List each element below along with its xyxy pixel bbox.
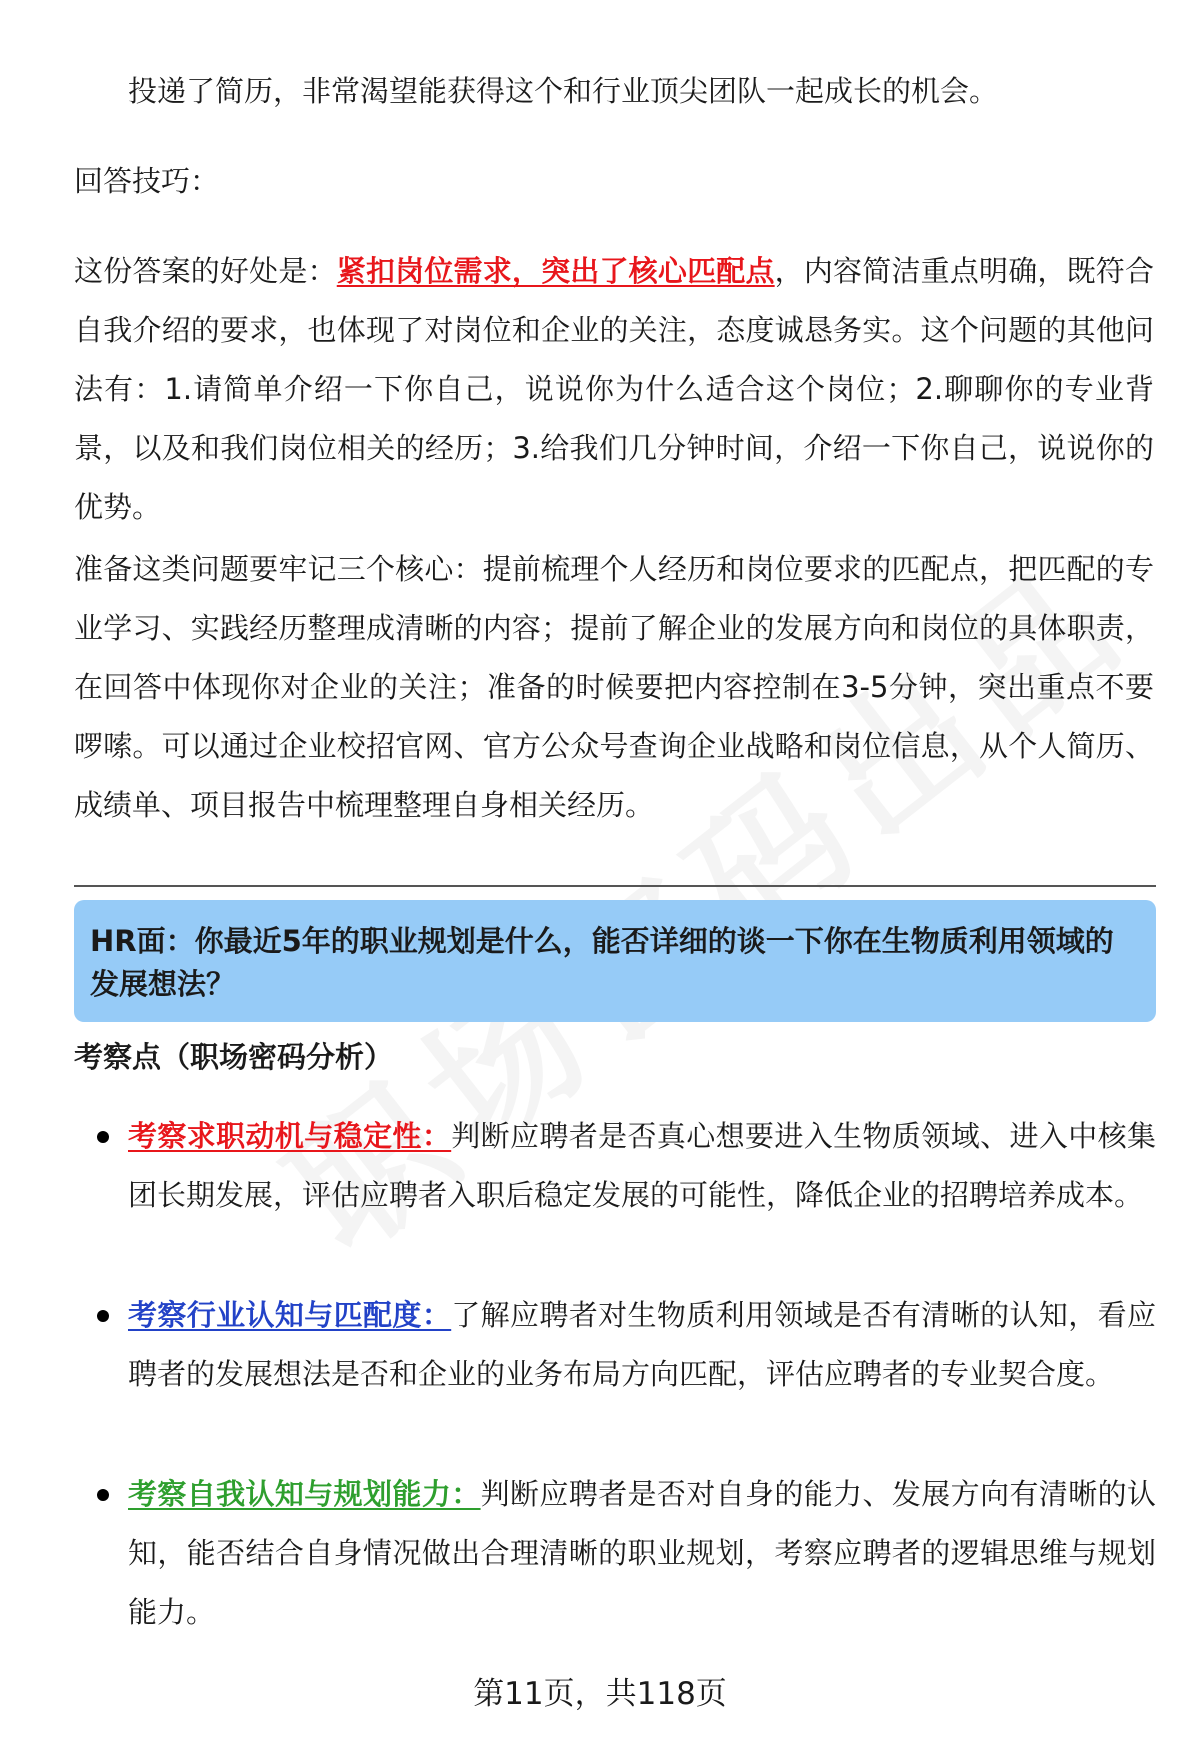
tips-paragraph-1 (74, 242, 1154, 537)
point-text: 判断应聘者是否真心想要进入生物质领域、进入中核集团长期发展，评估应聘者入职后稳定发展的可能性，降低企业的招聘培养成本。 (128, 1119, 1156, 1212)
bullet-dot-icon (97, 1489, 109, 1501)
point-keyword: 考察行业认知与匹配度： (128, 1298, 452, 1332)
bullet-dot-icon (97, 1310, 109, 1322)
tips-para1-rest: ，内容简洁重点明确，既符合自我介绍的要求，也体现了对岗位和企业的关注，态度诚恳务实。这个问题的其他问法有：1.请简单介绍一下你自己，说说你为什么适合这个岗位；2.聊聊你的专业背景，以及和我们岗位相关的经历；3.给我们几分钟时间，介绍一下你自己，说说你的优势。 (74, 254, 1154, 524)
intro-tail-paragraph: 投递了简历，非常渴望能获得这个和行业顶尖团队一起成长的机会。 (128, 74, 999, 108)
tips-para1-prefix: 这份答案的好处是： (74, 254, 337, 288)
list-item (128, 1107, 1156, 1225)
tips-para1-highlight: 紧扣岗位需求，突出了核心匹配点 (336, 254, 775, 288)
point-keyword: 考察自我认知与规划能力： (128, 1477, 481, 1511)
point-text: 了解应聘者对生物质利用领域是否有清晰的认知，看应聘者的发展想法是否和企业的业务布局方向匹配，评估应聘者的专业契合度。 (128, 1298, 1156, 1391)
page-number: 第11页，共118页 (473, 1676, 727, 1712)
question-box (74, 900, 1156, 1022)
question-text: HR面：你最近5年的职业规划是什么，能否详细的谈一下你在生物质利用领域的发展想法？ (90, 924, 1114, 1001)
tips-label: 回答技巧： (74, 164, 220, 198)
point-keyword: 考察求职动机与稳定性： (128, 1119, 452, 1153)
list-item (128, 1286, 1156, 1404)
points-title: 考察点（职场密码分析） (74, 1040, 394, 1074)
bullet-dot-icon (97, 1131, 109, 1143)
tips-paragraph-2: 准备这类问题要牢记三个核心：提前梳理个人经历和岗位要求的匹配点，把匹配的专业学习、实践经历整理成清晰的内容；提前了解企业的发展方向和岗位的具体职责，在回答中体现你对企业的关注；准备的时候要把内容控制在3-5分钟，突出重点不要啰嗦。可以通过企业校招官网、官方公众号查询企业战略和岗位信息，从个人简历、成绩单、项目报告中梳理整理自身相关经历。 (74, 552, 1154, 822)
list-item (128, 1465, 1156, 1642)
point-text: 判断应聘者是否对自身的能力、发展方向有清晰的认知，能否结合自身情况做出合理清晰的职业规划，考察应聘者的逻辑思维与规划能力。 (128, 1477, 1156, 1629)
section-divider (74, 885, 1156, 887)
